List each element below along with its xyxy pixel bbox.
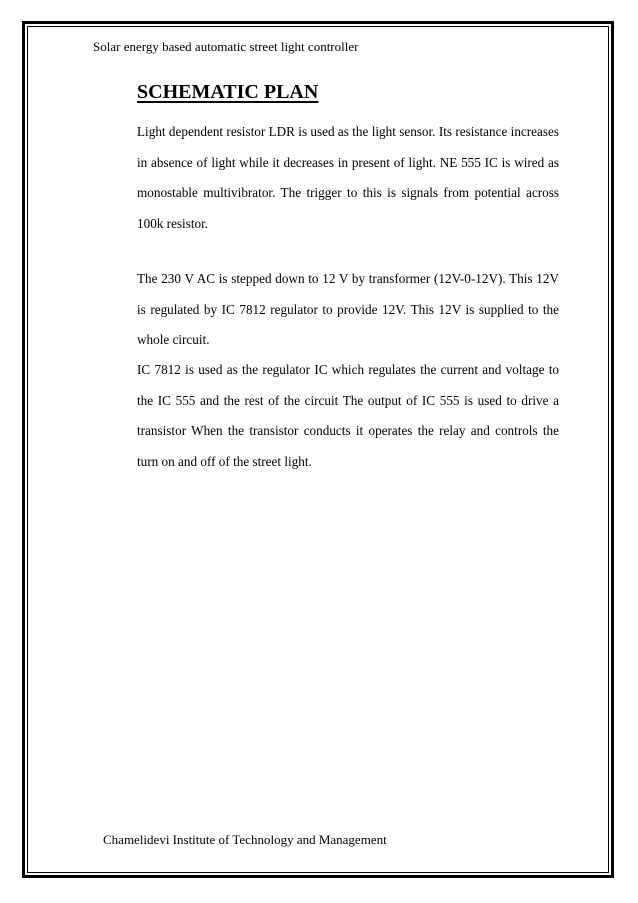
running-header: Solar energy based automatic street light controller [93, 39, 359, 54]
section-title: SCHEMATIC PLAN [137, 81, 319, 103]
body-paragraph-1 [137, 117, 559, 239]
body-paragraph-2 [137, 264, 559, 356]
running-footer: Chamelidevi Institute of Technology and Management [103, 832, 387, 847]
paragraph-text: Light dependent resistor LDR is used as the light sensor. Its resistance increases in absence of light while it decreases in present of light. NE 555 IC is wired as monostable multivibrator. The trigger to this is signals from potential across 100k resistor. [137, 124, 559, 231]
paragraph-text: The 230 V AC is stepped down to 12 V by transformer (12V-0-12V). This 12V is regulated by IC 7812 regulator to provide 12V. This 12V is supplied to the whole circuit. [137, 271, 559, 347]
paragraph-text: IC 7812 is used as the regulator IC which regulates the current and voltage to the IC 555 and the rest of the circuit The output of IC 555 is used to drive a transistor When the transistor conducts it operates the relay and controls the turn on and off of the street light. [137, 362, 559, 469]
body-paragraph-3 [137, 355, 559, 477]
